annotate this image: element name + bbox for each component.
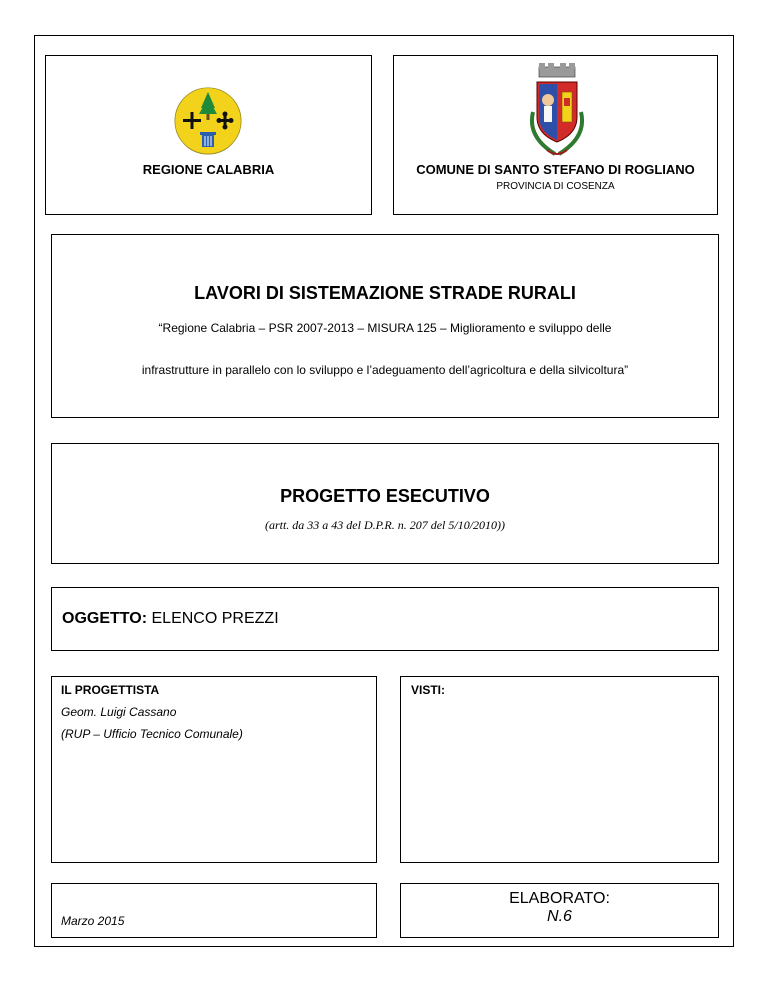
- document-date: Marzo 2015: [61, 914, 125, 928]
- approvals-box: [400, 676, 719, 863]
- designer-box: [51, 676, 377, 863]
- designer-role: (RUP – Ufficio Tecnico Comunale): [61, 727, 243, 741]
- designer-label: IL PROGETTISTA: [61, 683, 160, 697]
- province-subtitle: PROVINCIA DI COSENZA: [496, 181, 615, 192]
- municipality-title: COMUNE DI SANTO STEFANO DI ROGLIANO: [416, 162, 695, 177]
- subject-value: ELENCO PREZZI: [151, 610, 279, 627]
- works-title: LAVORI DI SISTEMAZIONE STRADE RURALI: [194, 283, 576, 303]
- approvals-label: VISTI:: [411, 683, 446, 697]
- subject-line: [62, 610, 279, 628]
- municipality-coat-of-arms-logo: [517, 62, 597, 162]
- document-number: N.6: [547, 908, 572, 925]
- project-subtitle: (artt. da 33 a 43 del D.P.R. n. 207 del 5/10/2010)): [264, 518, 506, 532]
- document-number-box: [400, 883, 719, 938]
- document-label: ELABORATO:: [509, 890, 610, 907]
- subject-label: OGGETTO:: [62, 610, 148, 627]
- region-header-box: [45, 55, 372, 215]
- regione-calabria-logo: [173, 86, 243, 156]
- project-box: [51, 443, 719, 564]
- subject-box: [51, 587, 719, 651]
- municipality-header-box: [393, 55, 718, 215]
- works-description-line-2: infrastrutture in parallelo con lo sviluppo e l’adeguamento dell’agricoltura e della silvicoltura”: [141, 363, 629, 377]
- date-box: [51, 883, 377, 938]
- designer-name: Geom. Luigi Cassano: [61, 705, 177, 719]
- works-box: [51, 234, 719, 418]
- region-title: REGIONE CALABRIA: [142, 162, 275, 177]
- project-title: PROGETTO ESECUTIVO: [280, 486, 490, 506]
- works-description-line-1: “Regione Calabria – PSR 2007-2013 – MISURA 125 – Miglioramento e sviluppo delle: [158, 321, 612, 335]
